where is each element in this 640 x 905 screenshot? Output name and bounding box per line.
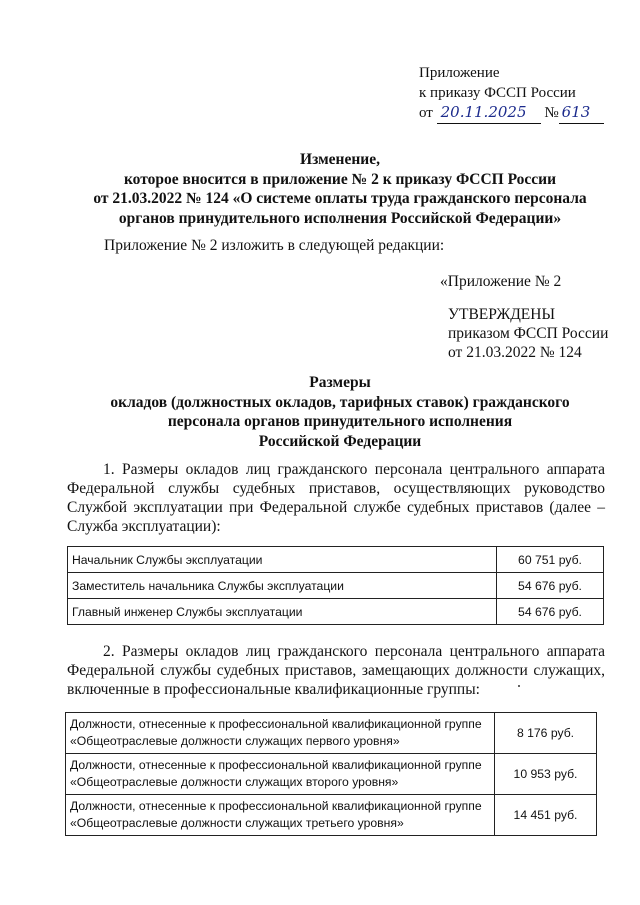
position-line-2: «Общеотраслевые должности служащих третьего уровня» bbox=[70, 816, 404, 830]
handwritten-number: 613 bbox=[559, 103, 604, 124]
table-qualification-groups bbox=[65, 712, 597, 836]
amount-cell: 10 953 руб. bbox=[495, 754, 597, 795]
amount-cell: 14 451 руб. bbox=[495, 795, 597, 836]
sizes-heading bbox=[60, 373, 620, 451]
position-line-2: «Общеотраслевые должности служащих первого уровня» bbox=[70, 734, 400, 748]
sizes-heading-line-1: Размеры bbox=[309, 374, 371, 391]
approved-line-3: от 21.03.2022 № 124 bbox=[448, 344, 582, 361]
position-cell: Главный инженер Службы эксплуатации bbox=[68, 599, 497, 625]
annex-line-2: к приказу ФССП России bbox=[419, 84, 576, 101]
position-cell bbox=[66, 754, 495, 795]
sizes-heading-line-2: окладов (должностных окладов, тарифных ставок) гражданского bbox=[110, 393, 570, 411]
intro-text: Приложение № 2 изложить в следующей редакции: bbox=[104, 237, 445, 254]
approved-line-1: УТВЕРЖДЕНЫ bbox=[448, 306, 555, 323]
table-row bbox=[66, 795, 597, 836]
position-line-1: Должности, отнесенные к профессиональной квалификационной группе bbox=[70, 799, 482, 813]
position-cell bbox=[66, 795, 495, 836]
annex-block bbox=[419, 64, 604, 124]
appendix-label: «Приложение № 2 bbox=[440, 273, 562, 290]
table-row bbox=[68, 573, 604, 599]
section-1-text: 1. Размеры окладов лиц гражданского персонала центрального аппарата Федеральной службы судебных приставов, осуществляющих руководство Службой эксплуатации при Федеральной службе судебных приставов (далее – Служба эксплуатации): bbox=[67, 461, 605, 535]
approved-block bbox=[448, 305, 608, 362]
position-cell: Начальник Службы эксплуатации bbox=[68, 547, 497, 573]
table-row bbox=[66, 713, 597, 754]
section-2-text: 2. Размеры окладов лиц гражданского персонала центрального аппарата Федеральной службы судебных приставов, замещающих должности служащих, включенные в профессиональные квалификационные группы: bbox=[67, 643, 605, 698]
table-row bbox=[66, 754, 597, 795]
table-row bbox=[68, 599, 604, 625]
title-line-2: которое вносится в приложение № 2 к приказу ФССП России bbox=[123, 170, 557, 188]
amount-cell: 54 676 руб. bbox=[497, 599, 604, 625]
position-cell bbox=[66, 713, 495, 754]
amount-cell: 60 751 руб. bbox=[497, 547, 604, 573]
title-line-4: органов принудительного исполнения Российской Федерации» bbox=[118, 209, 562, 227]
scan-speck bbox=[518, 685, 520, 687]
annex-date-line bbox=[419, 103, 604, 124]
handwritten-date: 20.11.2025 bbox=[437, 103, 541, 124]
position-cell: Заместитель начальника Службы эксплуатации bbox=[68, 573, 497, 599]
table-row bbox=[68, 547, 604, 573]
annex-line-1: Приложение bbox=[419, 65, 500, 81]
sizes-heading-line-3: персонала органов принудительного исполнения bbox=[167, 413, 513, 430]
table-central-management bbox=[67, 546, 604, 625]
approved-line-2: приказом ФССП России bbox=[448, 325, 609, 342]
title-line-3: от 21.03.2022 № 124 «О системе оплаты труда гражданского персонала bbox=[93, 190, 587, 207]
title-line-1: Изменение, bbox=[300, 151, 380, 168]
position-line-2: «Общеотраслевые должности служащих второго уровня» bbox=[70, 775, 399, 789]
number-prefix: № bbox=[544, 105, 559, 121]
position-line-1: Должности, отнесенные к профессиональной квалификационной группе bbox=[70, 717, 482, 731]
sizes-heading-line-4: Российской Федерации bbox=[258, 432, 422, 450]
amount-cell: 54 676 руб. bbox=[497, 573, 604, 599]
date-prefix: от bbox=[419, 105, 433, 121]
document-title bbox=[60, 150, 620, 228]
amount-cell: 8 176 руб. bbox=[495, 713, 597, 754]
position-line-1: Должности, отнесенные к профессиональной квалификационной группе bbox=[70, 758, 482, 772]
